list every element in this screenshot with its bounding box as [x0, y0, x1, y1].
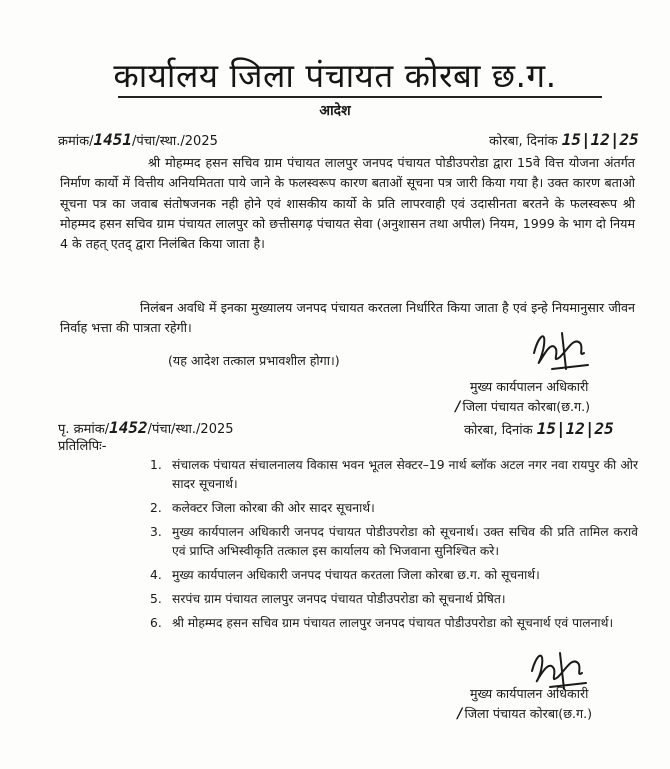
- endorsement-date: कोरबा, दिनांक 15|12|25: [464, 419, 614, 438]
- effect-note: (यह आदेश तत्काल प्रभावशील होगा।): [168, 353, 340, 368]
- handwritten-mark-2: /: [456, 706, 465, 722]
- endorsement-date-handwritten: 15|12|25: [536, 419, 614, 438]
- signatory-office-2: /जिला पंचायत कोरबा(छ.ग.): [456, 706, 593, 722]
- order-date: कोरबा, दिनांक 15|12|25: [489, 130, 639, 149]
- order-paragraph-1: श्री मोहम्मद हसन सचिव ग्राम पंचायत लालपुर जनपद पंचायत पोडीउपरोडा द्वारा 15वे वित्त योजना अंतर्गत निर्माण कार्यो में वित्तीय अनियमितता पाये जाने के फलस्वरूप कारण बताओं सूचना पत्र जारी किया गया है। उक्त कारण बताओ सूचना पत्र का जवाब संतोषजनक नही होने एवं शासकीय कार्यो के प्रति लापरवाही एवं उदासीनता बरतने के फलस्वरूप श्री मोहम्मद हसन सचिव ग्राम पंचायत लालपुर को छत्तीसगढ़ पंचायत सेवा (अनुशासन तथा अपील) नियम, 1999 के भाग दो नियम 4 के तहत् एतद् द्वारा निलंबित किया जाता है।: [60, 155, 635, 252]
- signatory-title-1: मुख्य कार्यपालन अधिकारी: [470, 379, 589, 394]
- order-date-handwritten: 15|12|25: [561, 130, 639, 149]
- list-item: 2. कलेक्टर जिला कोरबा की ओर सादर सूचनार्थ।: [150, 501, 375, 515]
- signatory-office-1: /जिला पंचायत कोरबा(छ.ग.): [454, 399, 591, 415]
- list-item: 1. संचालक पंचायत संचालनालय विकास भवन भूतल सेक्टर–19 नार्थ ब्लॉक अटल नगर नवा रायपुर की ओर सादर सूचनार्थ।: [150, 458, 638, 491]
- signatory-title-2: मुख्य कार्यपालन अधिकारी: [470, 686, 589, 701]
- list-item: 3. मुख्य कार्यपालन अधिकारी जनपद पंचायत पोडीउपरोडा को सूचनार्थ। उक्त सचिव की प्रति तामिल करावे एवं प्राप्ति अभिस्वीकृति तत्काल इस कार्यालय को भिजवाना सुनिश्चित करे।: [150, 525, 638, 558]
- copy-list: [150, 456, 638, 638]
- order-number: क्रमांक/1451/पंचा/स्था./2025: [58, 130, 218, 149]
- list-item: 6. श्री मोहम्मद हसन सचिव ग्राम पंचायत लालपुर जनपद पंचायत पोडीउपरोडा को सूचनार्थ एवं पालनार्थ।: [150, 616, 614, 630]
- signature-1: [522, 323, 602, 375]
- endorsement-number-handwritten: 1452: [109, 418, 148, 437]
- order-paragraph-2: निलंबन अवधि में इनका मुख्यालय जनपद पंचायत करतला निर्धारित किया जाता है एवं इन्हे नियमानुसार जीवन निर्वाह भत्ता की पात्रता रहेगी।: [60, 300, 635, 336]
- order-number-handwritten: 1451: [93, 130, 133, 149]
- office-title: कार्यालय जिला पंचायत कोरबा छ.ग.: [113, 56, 557, 95]
- endorsement-number: पृ. क्रमांक/1452/पंचा/स्था./2025: [58, 418, 234, 437]
- list-item: 4. मुख्य कार्यपालन अधिकारी जनपद पंचायत करतला जिला कोरबा छ.ग. को सूचनार्थ।: [150, 568, 540, 582]
- list-item: 5. सरपंच ग्राम पंचायत लालपुर जनपद पंचायत पोडीउपरोडा को सूचनार्थ प्रेषित।: [150, 592, 506, 606]
- title-underline: [118, 96, 602, 98]
- handwritten-mark-1: /: [454, 399, 463, 415]
- order-heading: आदेश: [319, 103, 351, 119]
- copy-label: प्रतिलिपिः-: [58, 439, 107, 454]
